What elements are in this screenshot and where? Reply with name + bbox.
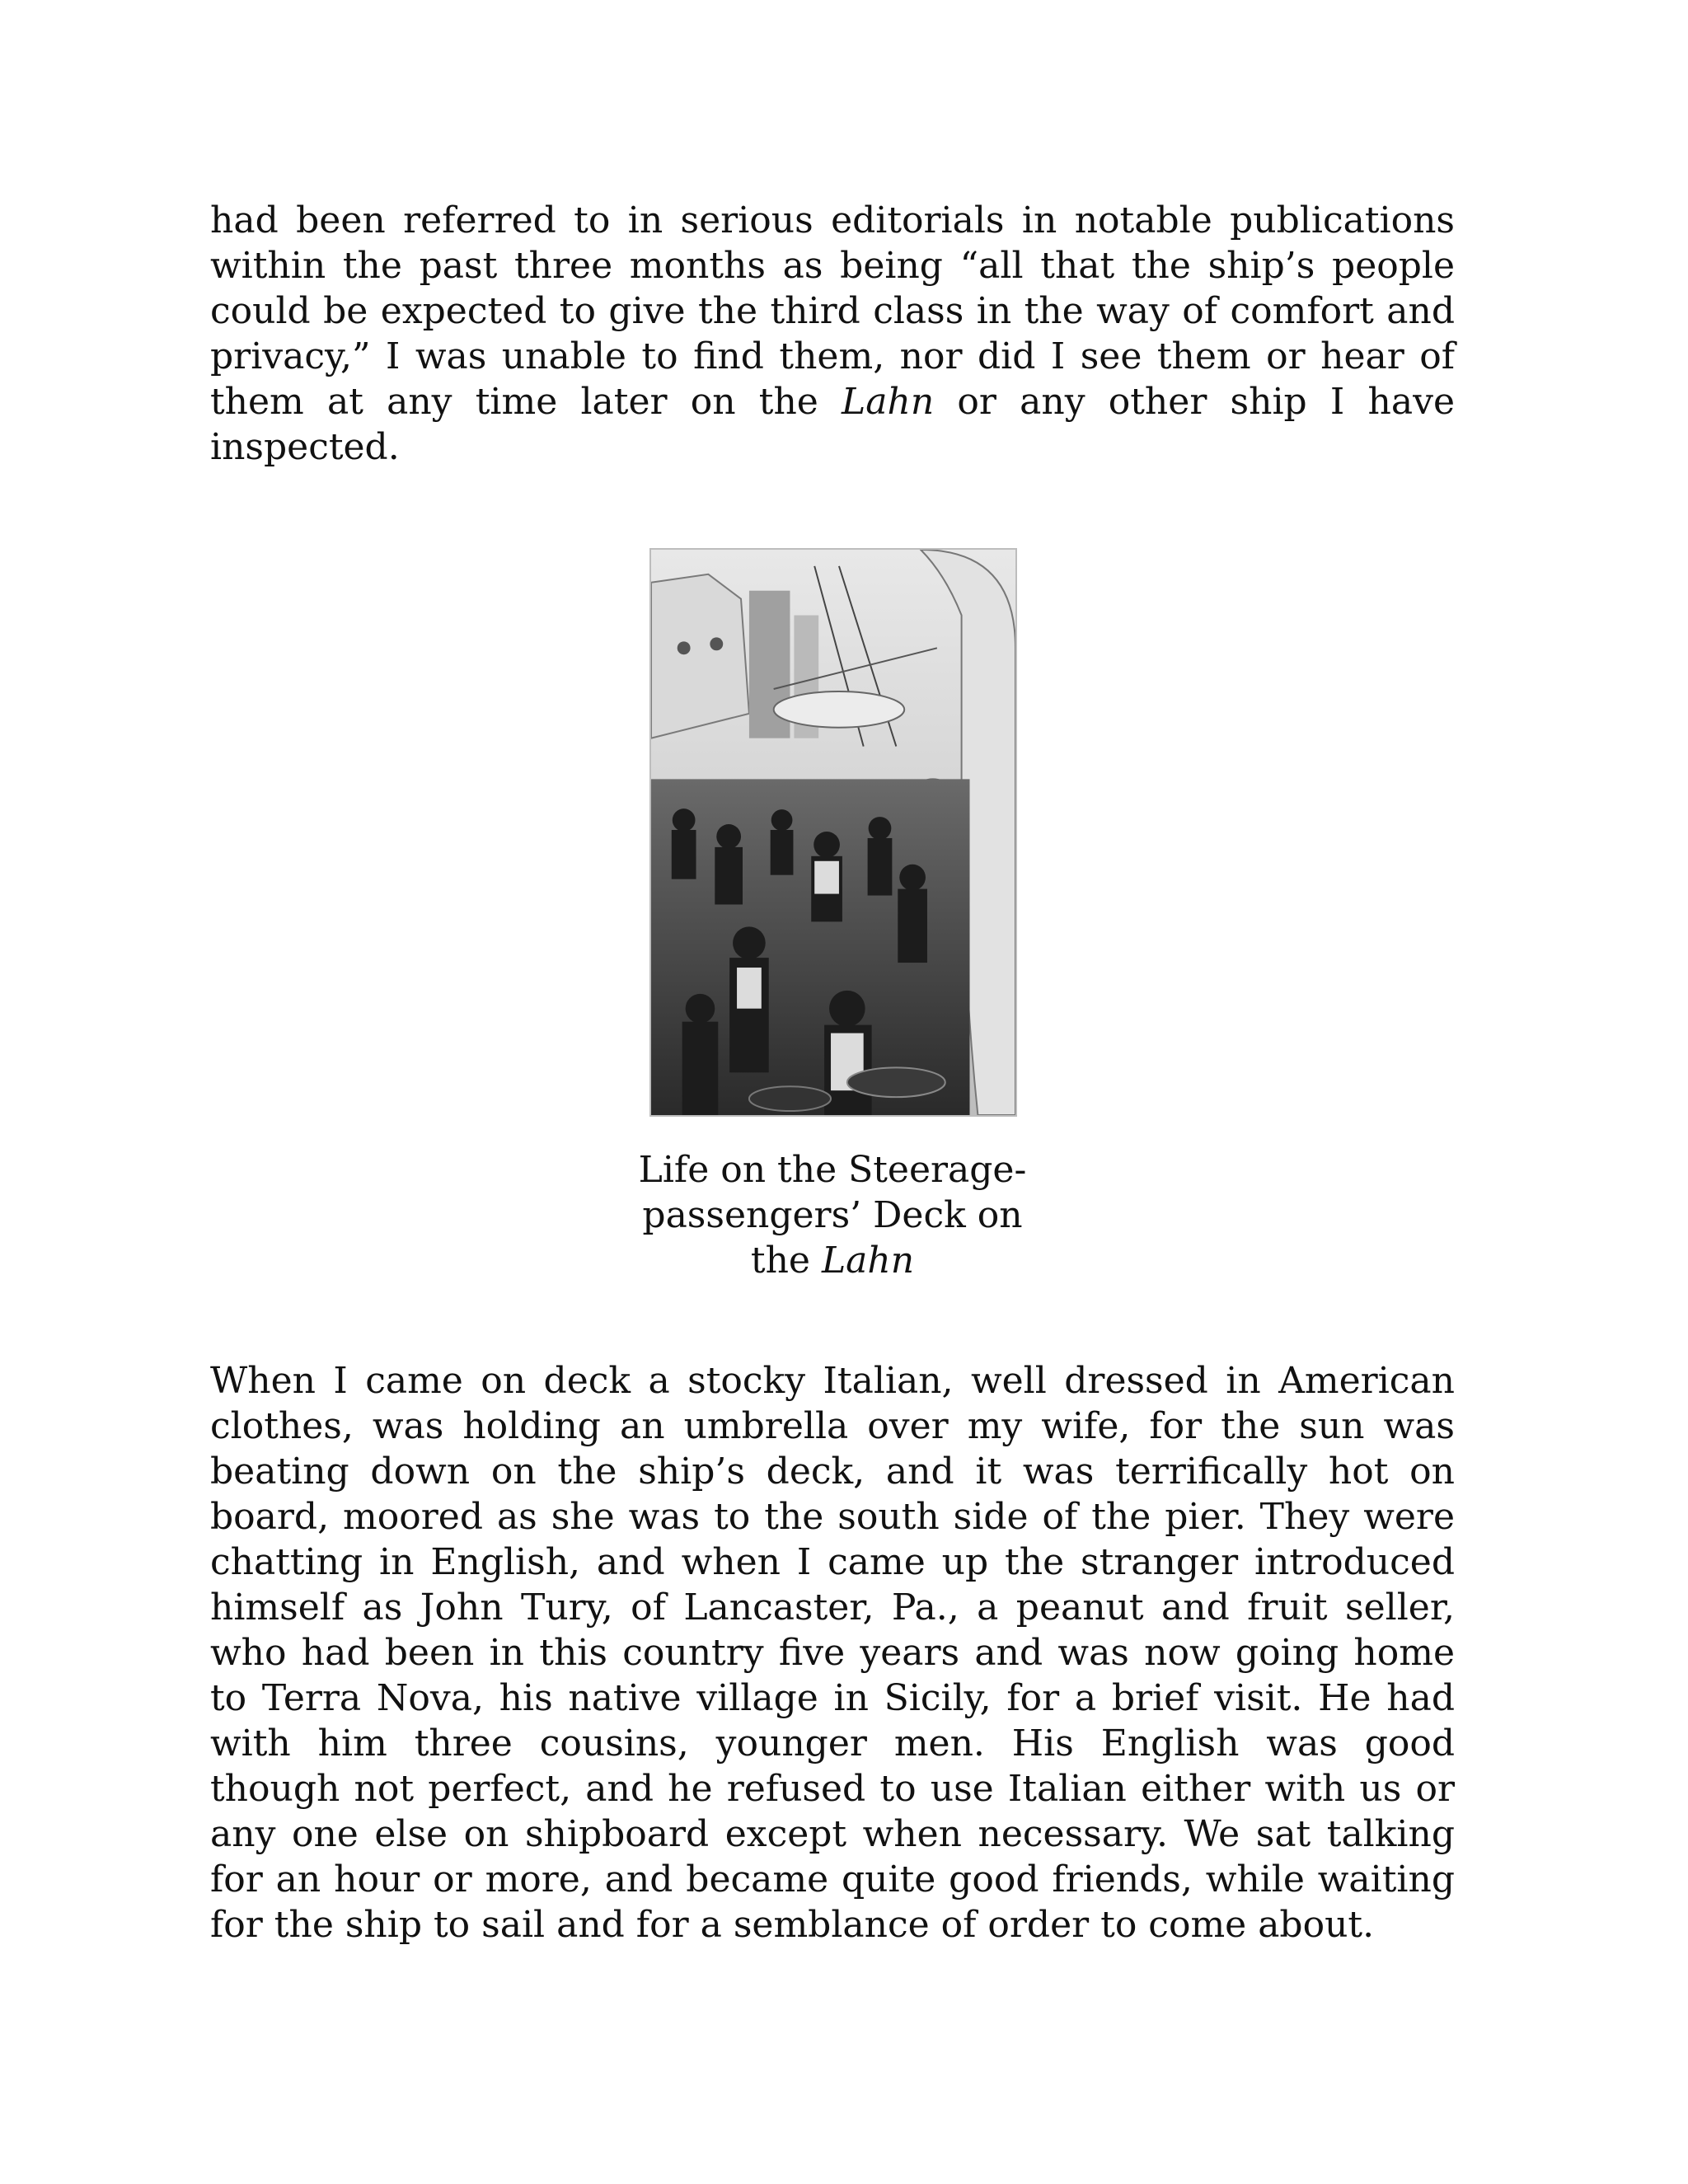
caption-line-2: passengers’ Deck on	[642, 1194, 1023, 1236]
paragraph-1	[210, 198, 1455, 470]
paragraph-2: When I came on deck a stocky Italian, well dressed in American clothes, was holding an umbrella over my wife, for the sun was beating down on the ship’s deck, and it was terrifically hot on board, moored as she was to the south side of the pier. They were chatting in English, and when I came up the stranger introduced himself as John Tury, of Lancaster, Pa., a peanut and fruit seller, who had been in this country five years and was now going home to Terra Nova, his native village in Sicily, for a brief visit. He had with him three cousins, younger men. His English was good though not perfect, and he refused to use Italian either with us or any one else on shipboard except when necessary. We sat talking for an hour or more, and became quite good friends, while waiting for the ship to sail and for a semblance of order to come about.	[210, 1360, 1455, 1946]
photo-illustration	[651, 550, 1015, 1115]
caption-line-3-prefix: the	[750, 1240, 822, 1282]
steerage-deck-photo	[649, 548, 1017, 1117]
paragraph-1-text-a: had been referred to in serious editorials in notable publications within the past three months as being “all that the ship’s people could be expected to give the third class in the way of comfort and privacy,” I was unable to find them, nor did I see them or hear of them at any time later on the	[210, 199, 1455, 423]
figure-caption	[577, 1147, 1088, 1283]
caption-ship-name-italic: Lahn	[821, 1240, 915, 1282]
ship-name-italic: Lahn	[842, 381, 935, 423]
caption-line-3	[577, 1238, 1088, 1283]
caption-line-1: Life on the Steerage-	[638, 1149, 1027, 1191]
paragraph-1-text-b: or any other ship I have inspected.	[210, 381, 1455, 468]
